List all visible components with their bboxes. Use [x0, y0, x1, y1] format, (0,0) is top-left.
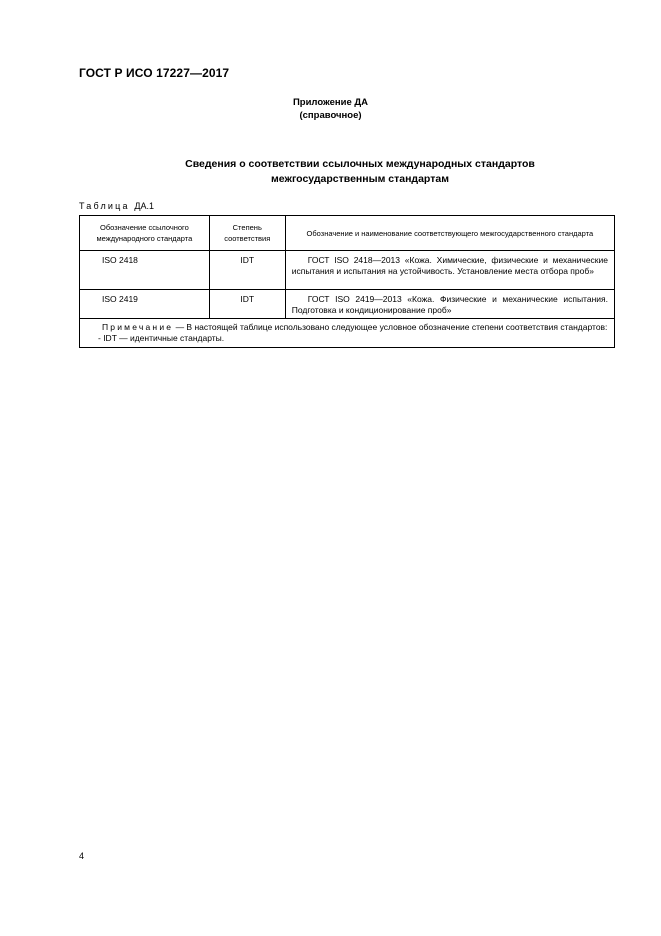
document-code: ГОСТ Р ИСО 17227—2017 — [79, 66, 230, 80]
note-item-text: - IDT — идентичные стандарты. — [98, 333, 225, 343]
cell-degree: IDT — [209, 251, 285, 290]
header-degree-of-correspondence: Степень соответствия — [209, 216, 285, 251]
table-note — [80, 319, 615, 348]
note-paragraph — [86, 322, 608, 333]
correspondence-table — [79, 215, 615, 348]
header-international-standard: Обозначение ссылочного международного стандарта — [80, 216, 210, 251]
cell-national-standard-text: ГОСТ ISO 2418—2013 «Кожа. Химические, физические и механические испытания и испытания на устойчивость. Установление места отбора проб» — [291, 255, 608, 276]
appendix-title: Приложение ДА — [292, 97, 369, 108]
header-national-standard: Обозначение и наименование соответствующего межгосударственного стандарта — [285, 216, 614, 251]
note-label: Примечание — [102, 322, 174, 332]
table-caption-word: Таблица — [79, 201, 130, 211]
page-number: 4 — [79, 851, 85, 861]
table-row — [80, 251, 615, 290]
note-item — [86, 333, 608, 344]
cell-national-standard — [285, 251, 614, 290]
note-text: — В настоящей таблице использовано следующее условное обозначение степени соответствия стандартов: — [173, 322, 608, 332]
table-row — [80, 290, 615, 319]
cell-national-standard-text: ГОСТ ISO 2419—2013 «Кожа. Физические и механические испытания. Подготовка и кондиционирование проб» — [291, 294, 608, 315]
table-header-row — [80, 216, 615, 251]
cell-international-standard: ISO 2419 — [80, 290, 210, 319]
section-heading-line-2: межгосударственным стандартам — [271, 173, 449, 185]
cell-international-standard: ISO 2418 — [80, 251, 210, 290]
appendix-subtitle: (справочное) — [299, 110, 362, 121]
section-heading — [60, 157, 660, 187]
section-heading-line-1: Сведения о соответствии ссылочных международных стандартов — [185, 158, 535, 170]
table-caption-number: ДА.1 — [134, 201, 155, 211]
appendix-header — [0, 96, 661, 122]
cell-national-standard — [285, 290, 614, 319]
table-note-row — [80, 319, 615, 348]
table-caption — [79, 201, 154, 211]
cell-degree: IDT — [209, 290, 285, 319]
